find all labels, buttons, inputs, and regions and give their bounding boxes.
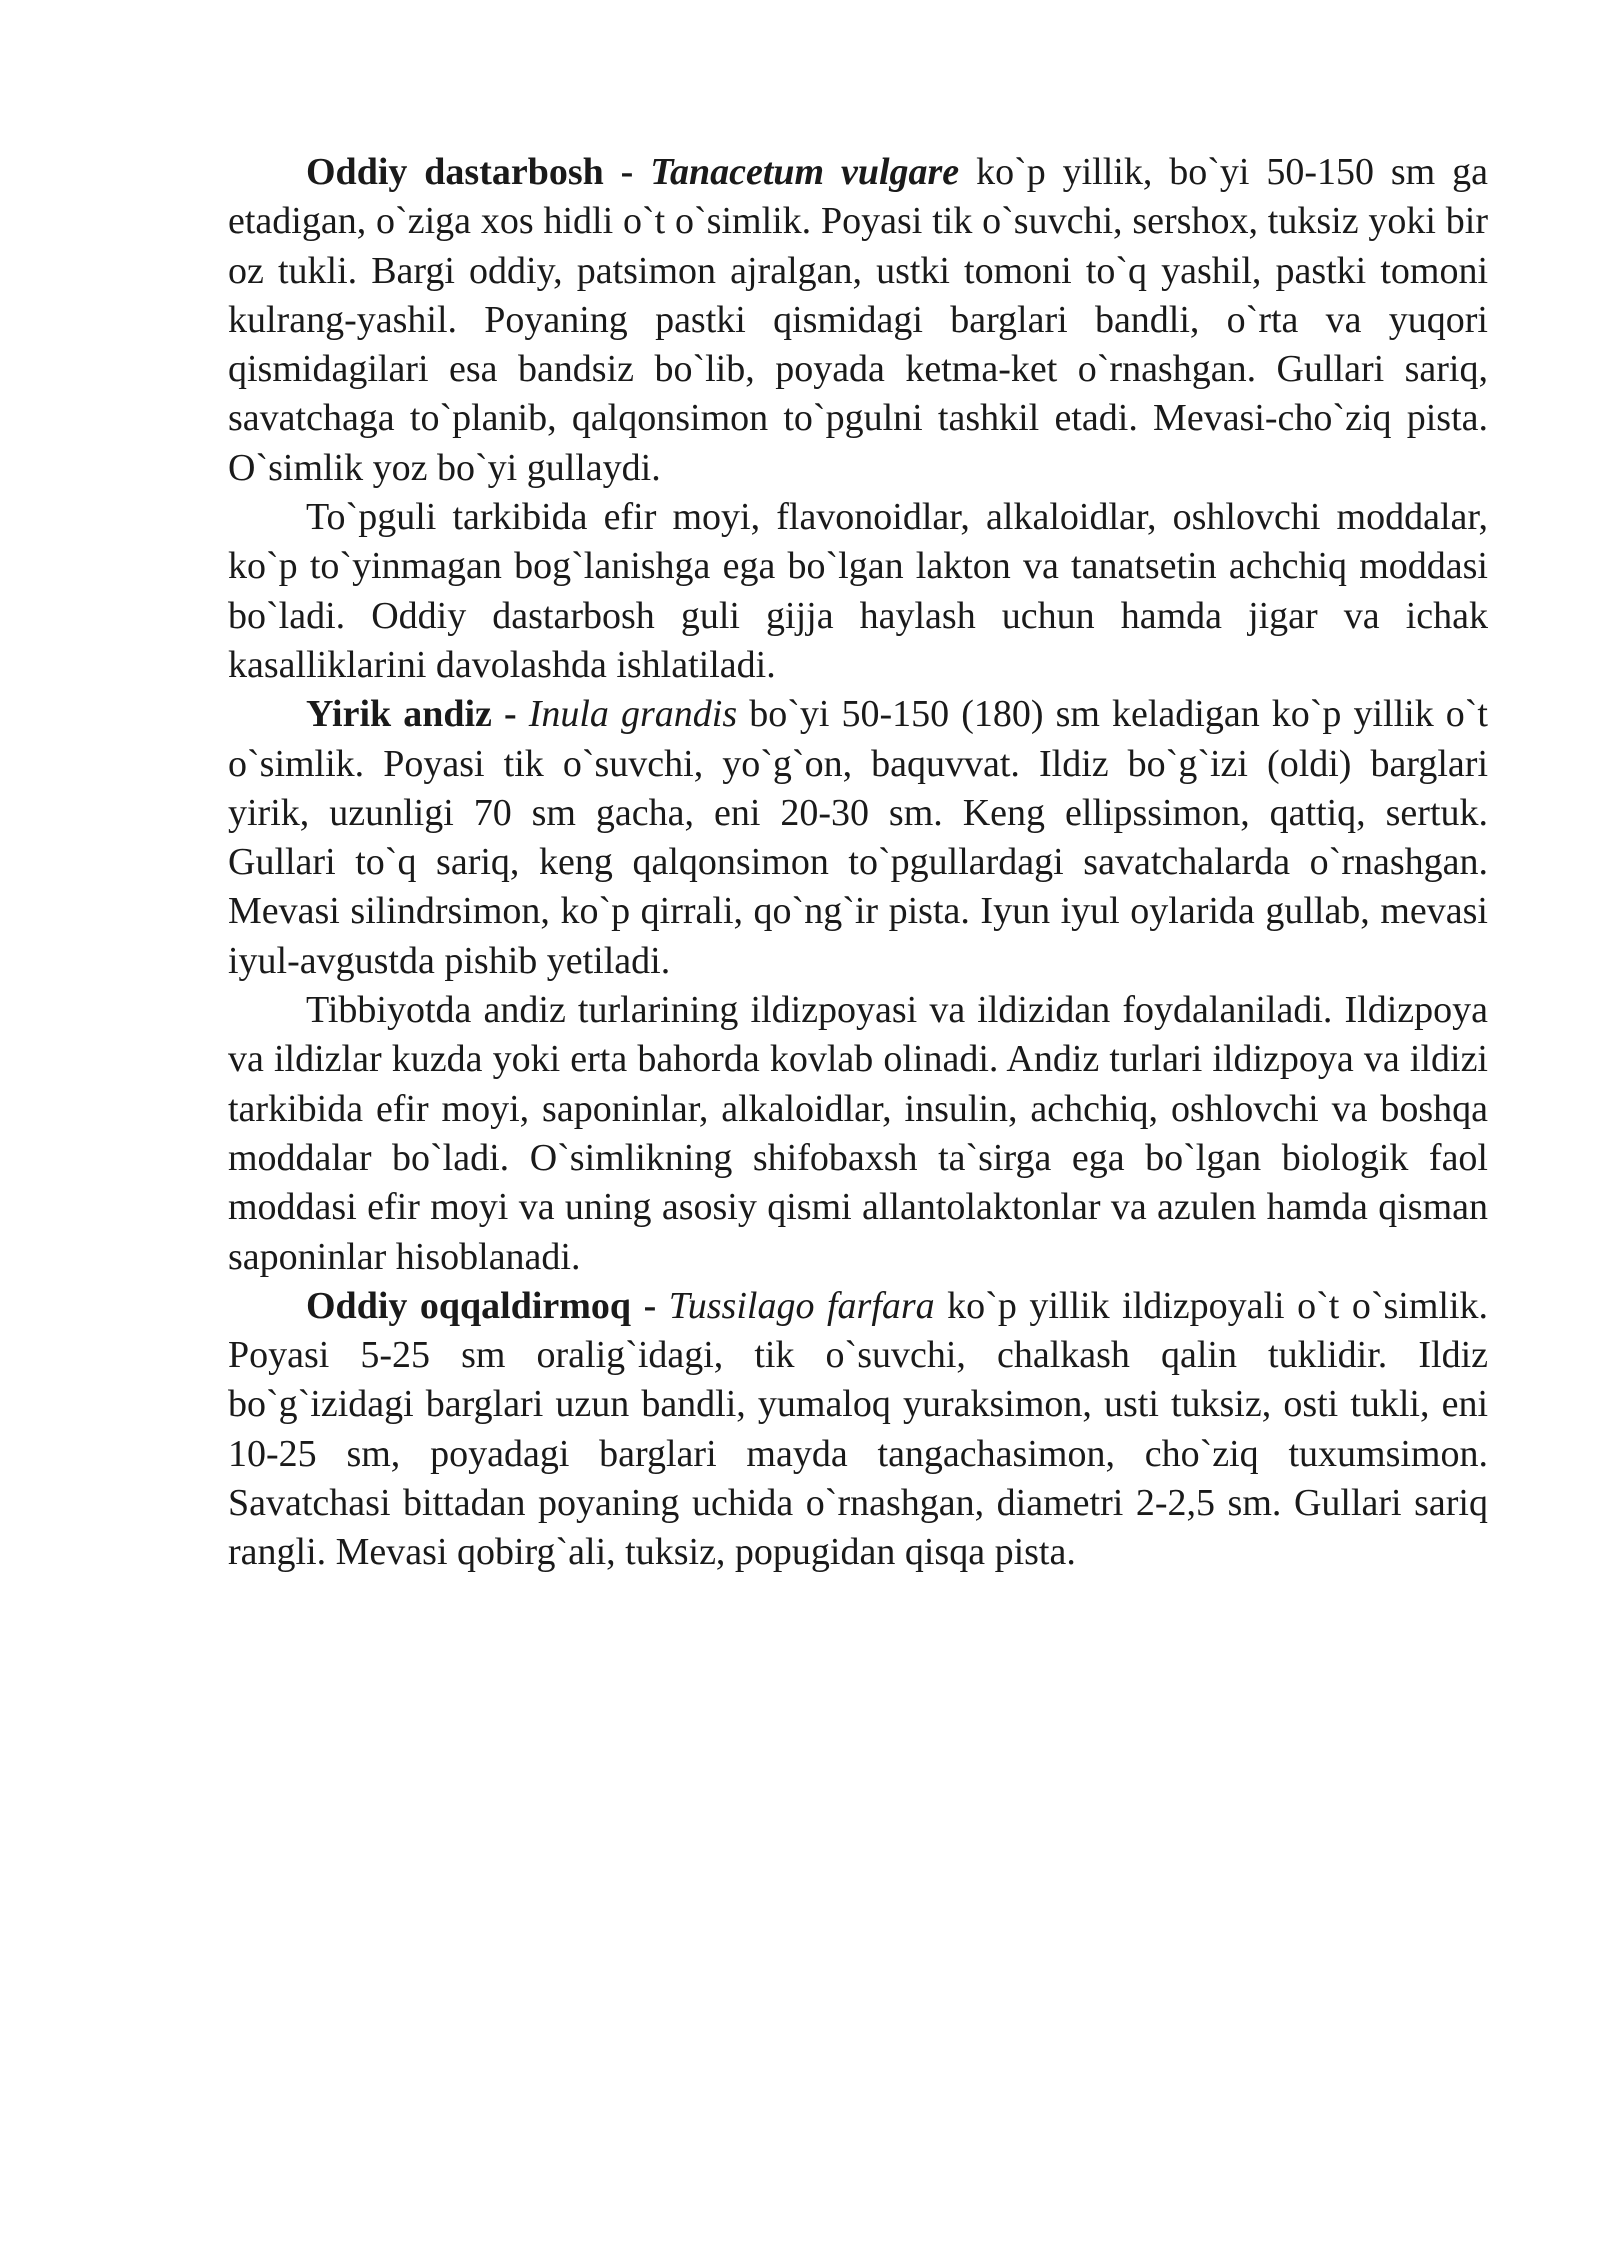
paragraph-tanacetum bbox=[228, 148, 1488, 493]
plant-name: Yirik andiz bbox=[306, 693, 492, 736]
paragraph-inula-usage bbox=[228, 986, 1488, 1282]
latin-name: Tanacetum vulgare bbox=[650, 151, 960, 193]
paragraph-text: ko`p yillik ildizpoyali o`t o`simlik. Poyasi 5-25 sm oralig`idagi, tik o`suvchi, chalkash qalin tuklidir. Ildiz bo`g`izidagi barglari uzun bandli, yumaloq yuraksimon, usti tuksiz, osti tukli, eni 10-25 sm, poyadagi barglari mayda tangachasimon, cho`ziq tuxumsimon. Savatchasi bittadan poyaning uchida o`rnashgan, diametri 2-2,5 sm. Gullari sariq rangli. Mevasi qobirg`ali, tuksiz, popugidan qisqa pista. bbox=[228, 1284, 1488, 1574]
paragraph-tussilago bbox=[228, 1282, 1488, 1578]
paragraph-inula bbox=[228, 690, 1488, 986]
paragraph-text: Tibbiyotda andiz turlarining ildizpoyasi va ildizidan foydalaniladi. Ildizpoya va ildizlar kuzda yoki erta bahorda kovlab olinadi. Andiz turlari ildizpoya va ildizi tarkibida efir moyi, saponinlar, alkaloidlar, insulin, achchiq, oshlovchi va boshqa moddalar bo`ladi. O`simlikning shifobaxsh ta`sirga ega bo`lgan biologik faol moddasi efir moyi va uning asosiy qismi allantolaktonlar va azulen hamda qisman saponinlar hisoblanadi. bbox=[228, 989, 1488, 1278]
latin-name: Tussilago farfara bbox=[668, 1284, 935, 1327]
plant-name: Oddiy oqqaldirmoq bbox=[306, 1284, 632, 1327]
paragraph-text: bo`yi 50-150 (180) sm keladigan ko`p yillik o`t o`simlik. Poyasi tik o`suvchi, yo`g`on, baquvvat. Ildiz bo`g`izi (oldi) barglari yirik, uzunligi 70 sm gacha, eni 20-30 sm. Keng ellipssimon, qattiq, sertuk. Gullari to`q sariq, keng qalqonsimon to`pgullardagi savatchalarda o`rnashgan. Mevasi silindrsimon, ko`p qirrali, qo`ng`ir pista. Iyun iyul oylarida gullab, mevasi iyul-avgustda pishib yetiladi. bbox=[228, 693, 1488, 982]
paragraph-tanacetum-composition bbox=[228, 493, 1488, 690]
name-separator: - bbox=[491, 693, 529, 736]
document-page bbox=[228, 148, 1488, 1578]
latin-name: Inula grandis bbox=[528, 693, 738, 736]
plant-name: Oddiy dastarbosh bbox=[306, 151, 604, 193]
name-separator: - bbox=[603, 151, 651, 193]
paragraph-text: ko`p yillik, bo`yi 50-150 sm ga etadigan, o`ziga xos hidli o`t o`simlik. Poyasi tik o`suvchi, sershox, tuksiz yoki bir oz tukli. Bargi oddiy, patsimon ajralgan, ustki tomoni to`q yashil, pastki tomoni kulrang-yashil. Poyaning pastki qismidagi barglari bandli, o`rta va yuqori qismidagilari esa bandsiz bo`lib, poyada ketma-ket o`rnashgan. Gullari sariq, savatchaga to`planib, qalqonsimon to`pgulni tashkil etadi. Mevasi-cho`ziq pista. O`simlik yoz bo`yi gullaydi. bbox=[228, 151, 1489, 489]
name-separator: - bbox=[631, 1284, 669, 1327]
paragraph-text: To`pguli tarkibida efir moyi, flavonoidlar, alkaloidlar, oshlovchi moddalar, ko`p to`yinmagan bog`lanishga ega bo`lgan lakton va tanatsetin achchiq moddasi bo`ladi. Oddiy dastarbosh guli gijja haylash uchun hamda jigar va ichak kasalliklarini davolashda ishlatiladi. bbox=[228, 496, 1488, 686]
